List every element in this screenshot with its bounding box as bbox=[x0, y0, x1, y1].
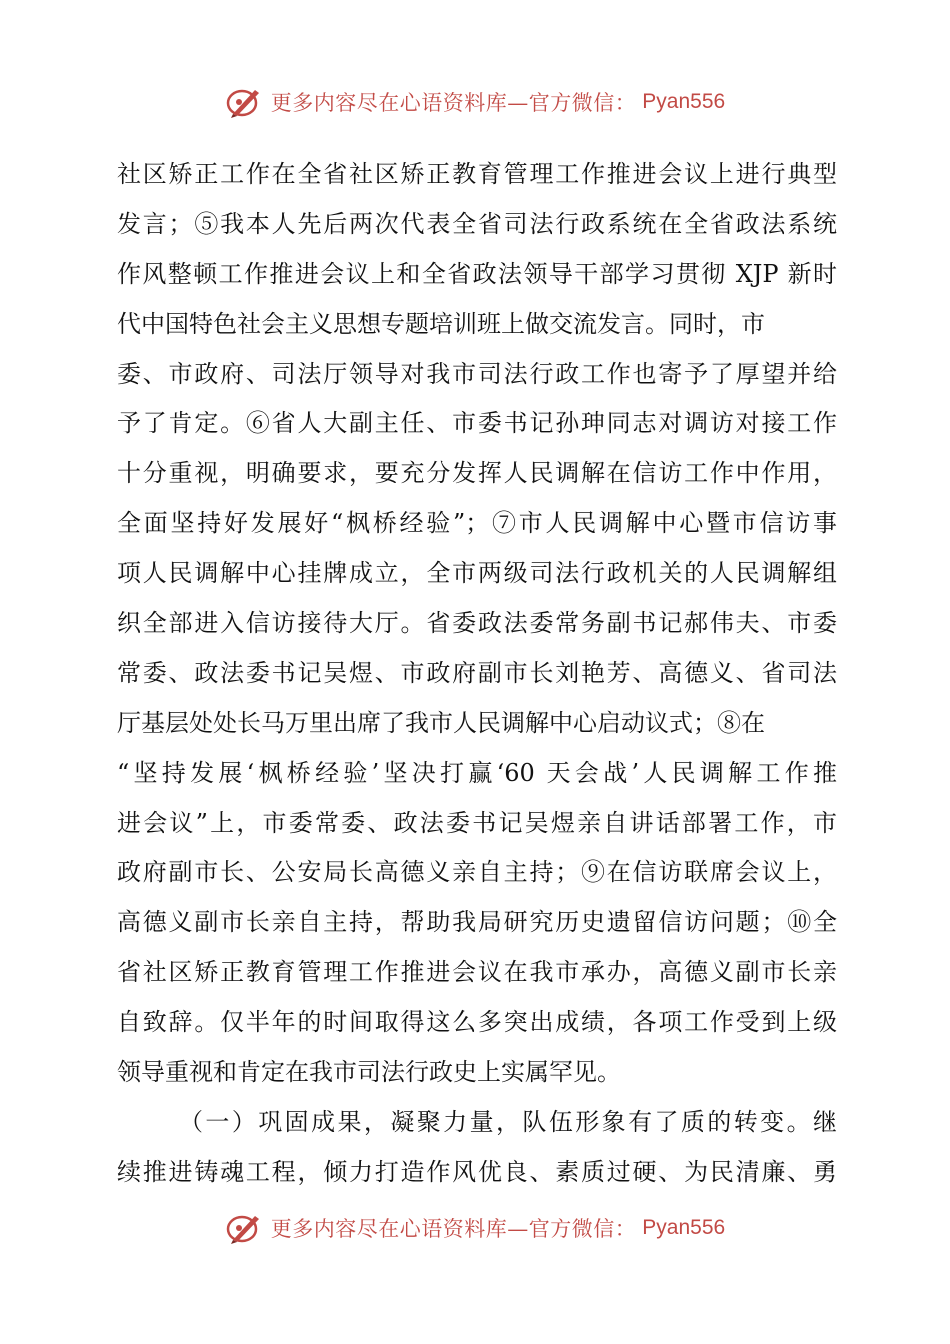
footer-wechat-id: Pyan556 bbox=[642, 1216, 726, 1239]
body-line: 项人民调解中心挂牌成立，全市两级司法行政机关的人民调解组 bbox=[117, 559, 837, 588]
body-line: 领导重视和肯定在我市司法行政史上实属罕见。 bbox=[117, 1058, 621, 1087]
footer-banner-text: 更多内容尽在心语资料库—官方微信： bbox=[270, 1217, 637, 1241]
body-line: 予了肯定。⑥省人大副主任、市委书记孙珅同志对调访对接工作 bbox=[117, 409, 837, 438]
body-line: 织全部进入信访接待大厅。省委政法委常务副书记郝伟夫、市委 bbox=[117, 609, 837, 638]
body-line: 代中国特色社会主义思想专题培训班上做交流发言。同时，市 bbox=[117, 309, 765, 338]
body-line: 续推进铸魂工程，倾力打造作风优良、素质过硬、为民清廉、勇 bbox=[117, 1157, 837, 1186]
pen-logo-icon bbox=[225, 1210, 265, 1246]
header-banner-text: 更多内容尽在心语资料库—官方微信： bbox=[270, 91, 637, 115]
body-line: 发言；⑤我本人先后两次代表全省司法行政系统在全省政法系统 bbox=[117, 209, 837, 238]
body-line: 社区矫正工作在全省社区矫正教育管理工作推进会议上进行典型 bbox=[117, 160, 837, 188]
document-body bbox=[117, 150, 837, 1198]
section-heading-line: （一）巩固成果，凝聚力量，队伍形象有了质的转变。继 bbox=[179, 1107, 837, 1136]
body-line: 高德义副市长亲自主持，帮助我局研究历史遗留信访问题；⑩全 bbox=[117, 908, 837, 937]
body-line: 十分重视，明确要求，要充分发挥人民调解在信访工作中作用， bbox=[117, 459, 837, 488]
pen-logo-icon bbox=[225, 84, 265, 120]
header-wechat-id: Pyan556 bbox=[642, 90, 726, 113]
body-line: 政府副市长、公安局长高德义亲自主持；⑨在信访联席会议上， bbox=[117, 858, 837, 887]
body-line: 作风整顿工作推进会议上和全省政法领导干部学习贯彻 XJP 新时 bbox=[117, 259, 837, 288]
header-watermark-banner bbox=[0, 84, 950, 120]
footer-watermark-banner bbox=[0, 1210, 950, 1246]
body-line: 全面坚持好发展好“枫桥经验”；⑦市人民调解中心暨市信访事 bbox=[117, 509, 837, 538]
body-line: 省社区矫正教育管理工作推进会议在我市承办，高德义副市长亲 bbox=[117, 958, 837, 987]
body-line: 自致辞。仅半年的时间取得这么多突出成绩，各项工作受到上级 bbox=[117, 1008, 837, 1037]
body-line: 常委、政法委书记吴煜、市政府副市长刘艳芳、高德义、省司法 bbox=[117, 658, 837, 687]
body-line: 委、市政府、司法厅领导对我市司法行政工作也寄予了厚望并给 bbox=[117, 359, 837, 388]
body-line: 进会议”上，市委常委、政法委书记吴煜亲自讲话部署工作，市 bbox=[117, 808, 837, 837]
body-line: “坚持发展‘枫桥经验’坚决打赢‘60 天会战’人民调解工作推 bbox=[117, 758, 837, 787]
body-line: 厅基层处处长马万里出席了我市人民调解中心启动议式；⑧在 bbox=[117, 708, 765, 737]
